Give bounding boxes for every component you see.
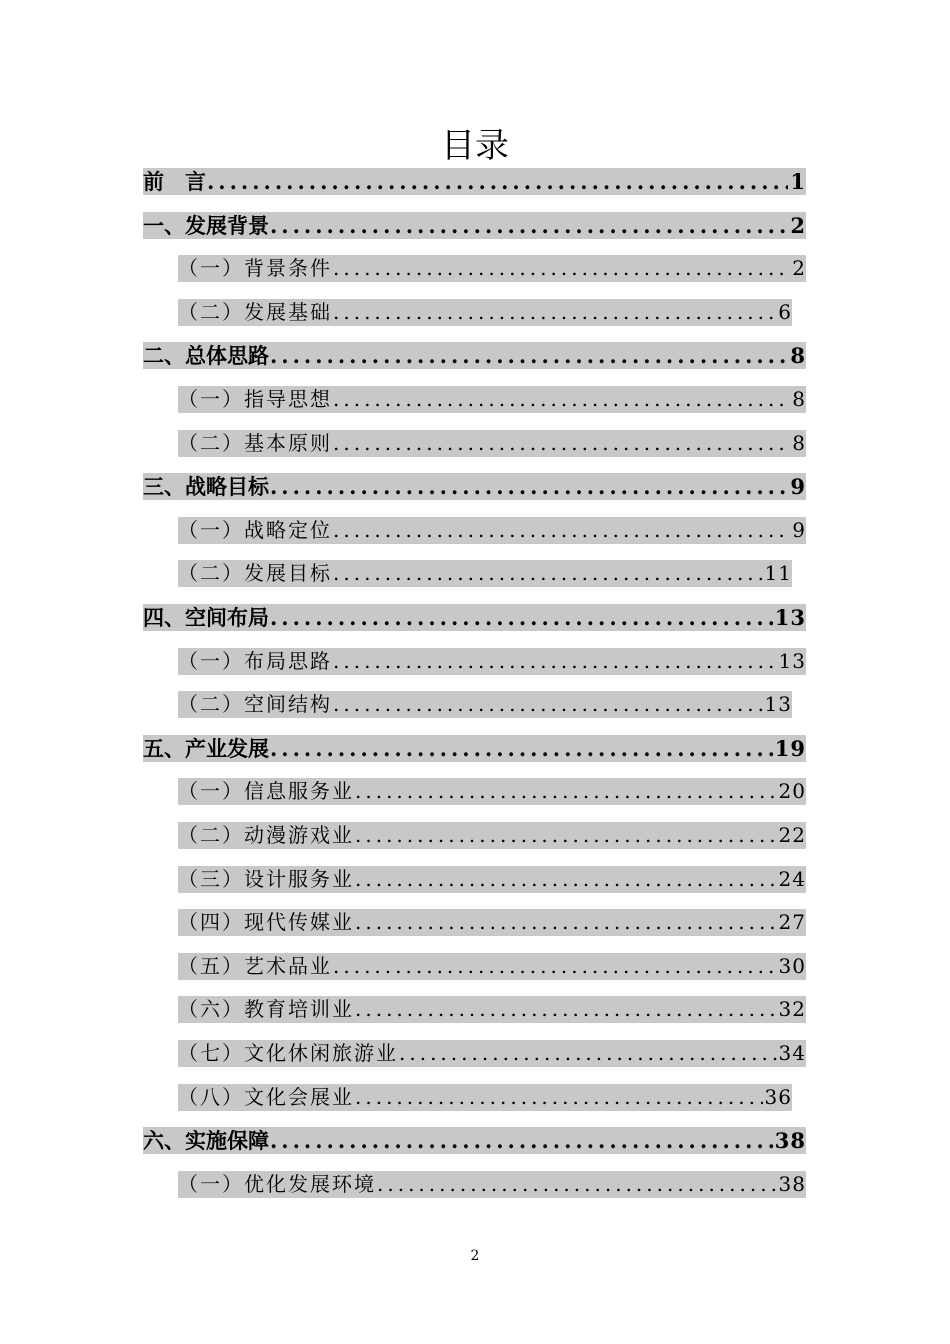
toc-dot-leader (207, 168, 788, 195)
toc-section-entry[interactable] (178, 1084, 792, 1111)
toc-chapter-entry[interactable] (143, 1127, 806, 1154)
toc-entry-label: 一、发展背景 (143, 212, 269, 238)
toc-entry-page-number: 13 (778, 648, 806, 673)
page-number: 2 (470, 1248, 480, 1264)
toc-section-entry[interactable] (178, 691, 792, 718)
toc-dot-leader (333, 648, 777, 675)
toc-entry-label: （二）空间结构 (178, 692, 332, 717)
toc-dot-leader (355, 909, 777, 936)
toc-entry-page-number: 8 (792, 430, 806, 455)
toc-entry-page-number: 38 (778, 1171, 806, 1196)
toc-entry-page-number: 11 (764, 561, 792, 586)
toc-entry-page-number: 13 (764, 692, 792, 717)
toc-section-entry[interactable] (178, 1171, 806, 1198)
toc-dot-leader (270, 604, 773, 631)
toc-entry-page-number: 8 (790, 343, 806, 369)
toc-entry-label: （八）文化会展业 (178, 1084, 354, 1109)
toc-dot-leader (333, 517, 790, 544)
toc-dot-leader (333, 430, 790, 457)
toc-entry-label: 前 言 (143, 169, 206, 194)
toc-chapter-entry[interactable] (143, 604, 806, 631)
toc-entry-label: （四）现代传媒业 (178, 910, 354, 935)
toc-chapter-entry[interactable] (143, 212, 806, 239)
toc-entry-page-number: 34 (778, 1041, 806, 1065)
toc-entry-label: 三、战略目标 (143, 474, 269, 500)
toc-entry-page-number: 1 (790, 169, 806, 194)
toc-section-entry[interactable] (178, 560, 792, 587)
toc-entry-label: （五）艺术品业 (178, 953, 332, 978)
toc-entry-label: 四、空间布局 (143, 605, 269, 630)
toc-entry-label: 二、总体思路 (143, 343, 269, 369)
toc-dot-leader (355, 778, 777, 805)
toc-dot-leader (333, 560, 763, 587)
toc-entry-page-number: 27 (778, 910, 806, 935)
toc-chapter-entry[interactable] (143, 168, 806, 195)
toc-dot-leader (270, 1127, 773, 1154)
toc-entry-page-number: 6 (778, 299, 792, 324)
toc-section-entry[interactable] (178, 866, 806, 893)
toc-entry-label: （一）信息服务业 (178, 779, 354, 804)
toc-section-entry[interactable] (178, 255, 806, 282)
toc-dot-leader (270, 735, 773, 762)
toc-entry-page-number: 24 (778, 866, 806, 891)
toc-section-entry[interactable] (178, 430, 806, 457)
toc-entry-page-number: 30 (778, 953, 806, 978)
toc-entry-page-number: 38 (774, 1128, 806, 1154)
toc-entry-page-number: 2 (790, 212, 806, 238)
toc-dot-leader (355, 1084, 763, 1111)
toc-entry-page-number: 9 (790, 474, 806, 500)
toc-dot-leader (270, 473, 788, 500)
toc-entry-label: （七）文化休闲旅游业 (178, 1041, 398, 1065)
toc-section-entry[interactable] (178, 1040, 806, 1067)
toc-entry-label: 六、实施保障 (143, 1128, 269, 1154)
toc-entry-label: （一）布局思路 (178, 648, 332, 673)
toc-entry-page-number: 13 (774, 605, 806, 630)
toc-dot-leader (333, 691, 763, 718)
toc-entry-page-number: 32 (778, 997, 806, 1022)
toc-section-entry[interactable] (178, 648, 806, 675)
toc-entry-label: （六）教育培训业 (178, 997, 354, 1022)
toc-entry-label: （二）基本原则 (178, 430, 332, 455)
toc-section-entry[interactable] (178, 822, 806, 849)
toc-dot-leader (270, 342, 788, 369)
toc-entry-page-number: 20 (778, 779, 806, 804)
toc-chapter-entry[interactable] (143, 342, 806, 369)
toc-dot-leader (377, 1171, 777, 1198)
toc-entry-label: （二）发展目标 (178, 561, 332, 586)
toc-section-entry[interactable] (178, 517, 806, 544)
toc-section-entry[interactable] (178, 953, 806, 980)
toc-chapter-entry[interactable] (143, 473, 806, 500)
toc-dot-leader (355, 822, 777, 849)
toc-dot-leader (333, 255, 790, 282)
toc-entry-page-number: 2 (792, 256, 806, 281)
toc-entry-page-number: 19 (774, 735, 806, 761)
toc-chapter-entry[interactable] (143, 735, 806, 762)
toc-dot-leader (355, 996, 777, 1023)
toc-entry-page-number: 36 (764, 1084, 792, 1109)
toc-section-entry[interactable] (178, 778, 806, 805)
toc-dot-leader (270, 212, 788, 239)
toc-entry-label: （二）动漫游戏业 (178, 823, 354, 847)
toc-entry-label: （二）发展基础 (178, 299, 332, 324)
toc-entry-page-number: 22 (778, 823, 806, 847)
toc-entry-label: （一）战略定位 (178, 517, 332, 542)
toc-dot-leader (399, 1040, 777, 1067)
toc-entry-label: 五、产业发展 (143, 735, 269, 761)
toc-entry-label: （一）优化发展环境 (178, 1171, 376, 1196)
toc-dot-leader (333, 953, 777, 980)
toc-entry-label: （一）背景条件 (178, 256, 332, 281)
toc-dot-leader (355, 866, 777, 893)
toc-entry-label: （三）设计服务业 (178, 866, 354, 891)
toc-dot-leader (333, 386, 790, 413)
toc-section-entry[interactable] (178, 909, 806, 936)
toc-section-entry[interactable] (178, 299, 792, 326)
toc-entry-page-number: 9 (792, 517, 806, 542)
toc-section-entry[interactable] (178, 996, 806, 1023)
toc-dot-leader (333, 299, 776, 326)
toc-title: 目录 (441, 126, 509, 166)
toc-entry-page-number: 8 (792, 387, 806, 411)
toc-section-entry[interactable] (178, 386, 806, 413)
toc-entry-label: （一）指导思想 (178, 387, 332, 411)
